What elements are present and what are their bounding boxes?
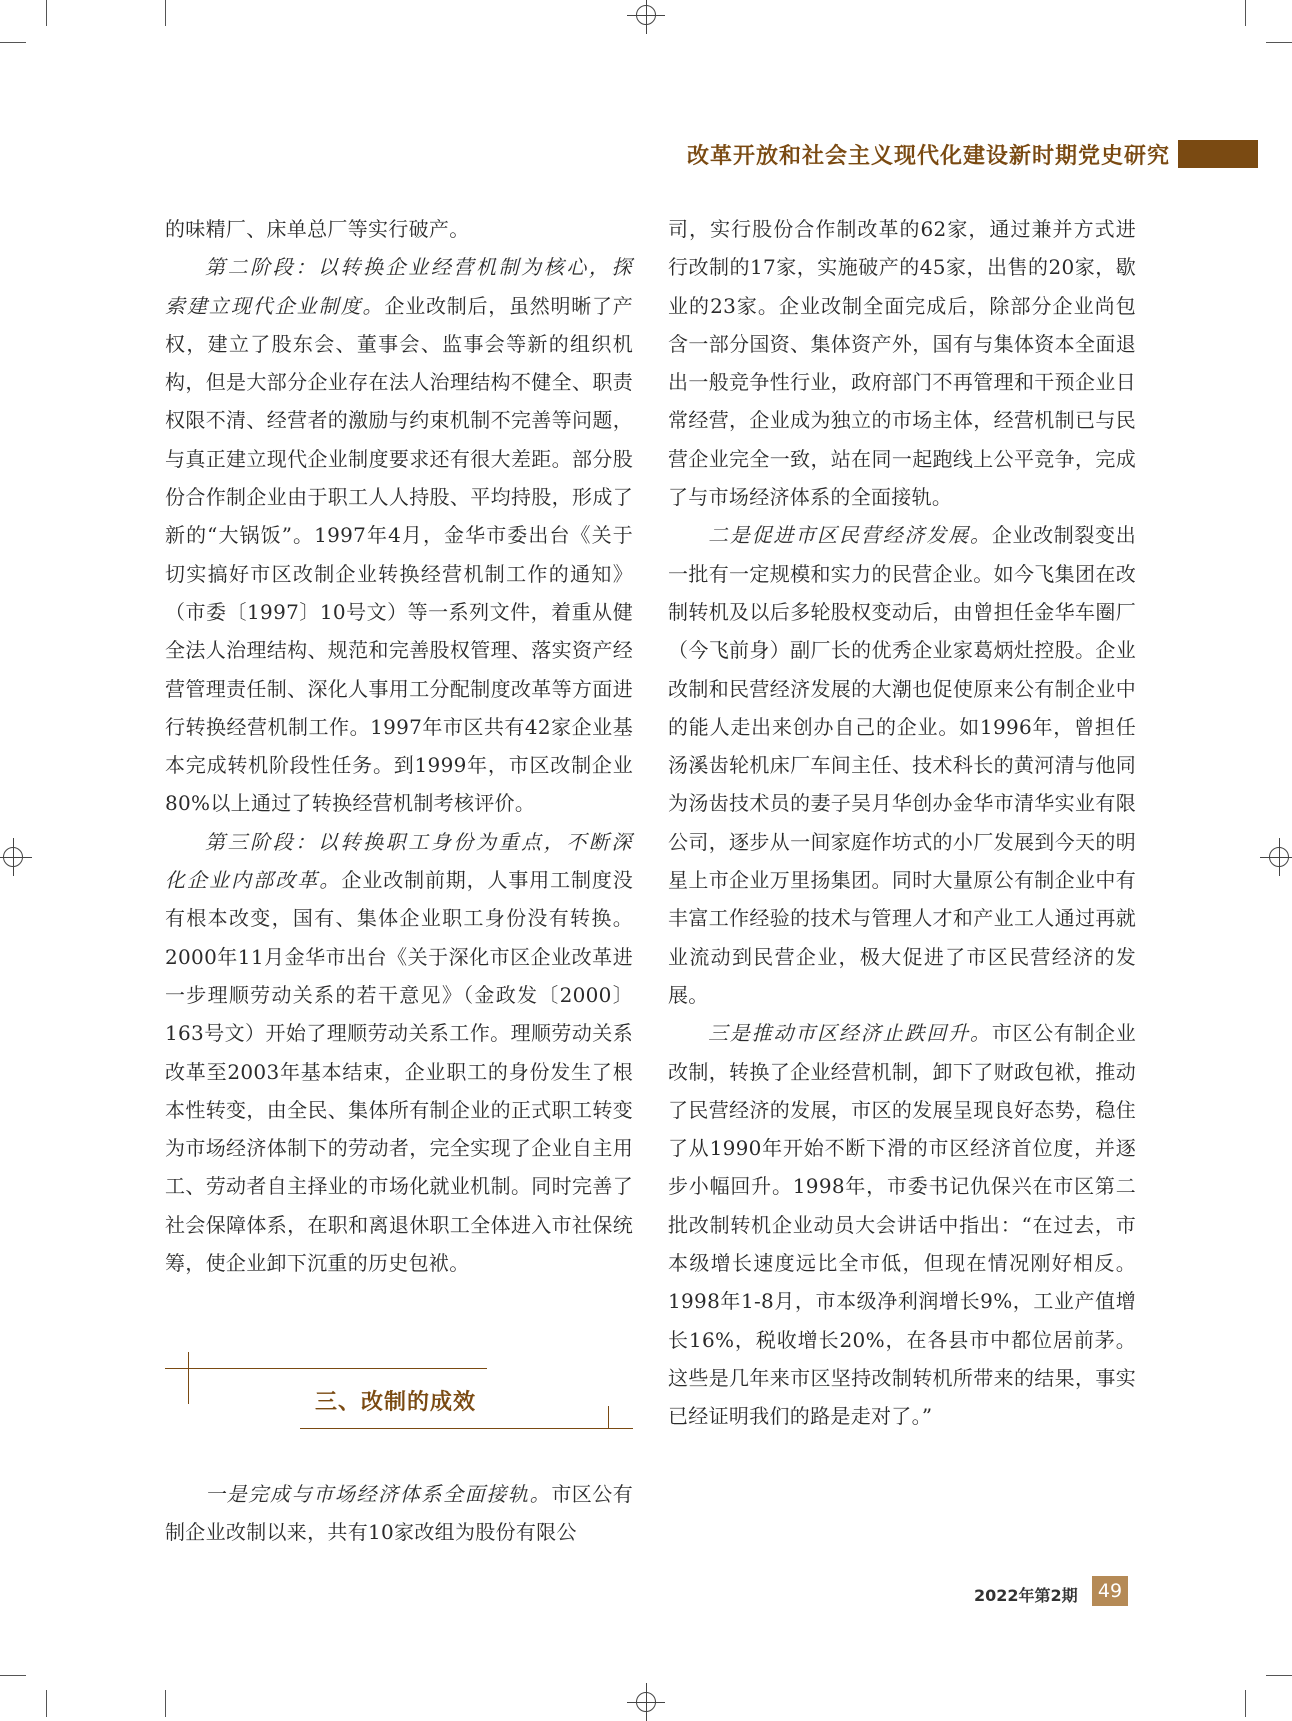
- registration-mark-icon: [1260, 838, 1292, 876]
- section-rule: [165, 1368, 487, 1369]
- crop-mark: [165, 0, 166, 26]
- issue-label: 2022年第2期: [974, 1586, 1078, 1605]
- paragraph: [165, 210, 633, 248]
- crop-mark: [0, 1675, 26, 1676]
- paragraph: [165, 823, 633, 1283]
- running-header-title: 改革开放和社会主义现代化建设新时期党史研究: [686, 144, 1170, 169]
- section-rule: [300, 1428, 633, 1429]
- paragraph-lead: 二是促进市区民营经济发展。: [708, 523, 992, 548]
- header-color-block: [1178, 140, 1258, 168]
- paragraph-text: 企业改制后，虽然明晰了产权，建立了股东会、董事会、监事会等新的组织机构，但是大部分企业存在法人治理结构不健全、职责权限不清、经营者的激励与约束机制不完善等问题，与真正建立现代企业制度要求还有很大差距。部分股份合作制企业由于职工人人持股、平均持股，形成了新的“大锅饭”。1997年4月，金华市委出台《关于切实搞好市区改制企业转换经营机制工作的通知》（市委〔1997〕10号文）等一系列文件，着重从健全法人治理结构、规范和完善股权管理、落实资产经营管理责任制、深化人事用工分配制度改革等方面进行转换经营机制工作。1997年市区共有42家企业基本完成转机阶段性任务。到1999年，市区改制企业80%以上通过了转换经营机制考核评价。: [165, 293, 634, 816]
- paragraph: [668, 516, 1136, 1014]
- crop-mark: [165, 1690, 166, 1717]
- paragraph-text: 市区公有制企业改制以来，共有10家改组为股份有限公: [165, 1482, 634, 1545]
- paragraph-text: 企业改制裂变出一批有一定规模和实力的民营企业。如今飞集团在改制转机及以后多轮股权变动后，由曾担任金华车圈厂（今飞前身）副厂长的优秀企业家葛炳灶控股。企业改制和民营经济发展的大潮也促使原来公有制企业中的能人走出来创办自己的企业。如1996年，曾担任汤溪齿轮机床厂车间主任、技术科长的黄河清与他同为汤齿技术员的妻子吴月华创办金华市清华实业有限公司，逐步从一间家庭作坊式的小厂发展到今天的明星上市企业万里扬集团。同时大量原公有制企业中有丰富工作经验的技术与管理人才和产业工人通过再就业流动到民营企业，极大促进了市区民营经济的发展。: [668, 523, 1136, 1007]
- paragraph-lead: 三是推动市区经济止跌回升。: [708, 1021, 992, 1046]
- paragraph: [165, 248, 633, 822]
- registration-mark-icon: [627, 0, 665, 34]
- paragraph-text: 企业改制前期，人事用工制度没有根本改变，国有、集体企业职工身份没有转换。2000年11月金华市出台《关于深化市区企业改革进一步理顺劳动关系的若干意见》（金政发〔2000〕163号文）开始了理顺劳动关系工作。理顺劳动关系改革至2003年基本结束，企业职工的身份发生了根本性转变，由全民、集体所有制企业的正式职工转变为市场经济体制下的劳动者，完全实现了企业自主用工、劳动者自主择业的市场化就业机制。同时完善了社会保障体系，在职和离退休职工全体进入市社保统筹，使企业卸下沉重的历史包袱。: [165, 868, 634, 1276]
- paragraph: [668, 210, 1136, 516]
- paragraph-lead: 一是完成与市场经济体系全面接轨。: [205, 1482, 552, 1506]
- crop-mark: [1245, 0, 1246, 26]
- section-title: 三、改制的成效: [315, 1390, 477, 1415]
- paragraph-lead: 第三阶段：以转换职工身份为重点，不断深化企业内部改革。: [165, 829, 633, 893]
- crop-mark: [46, 1690, 47, 1717]
- crop-mark: [0, 42, 26, 43]
- registration-mark-icon: [0, 838, 32, 876]
- crop-mark: [1245, 1690, 1246, 1717]
- paragraph-text: 的味精厂、床单总厂等实行破产。: [165, 217, 470, 241]
- paragraph-lead: 第二阶段：以转换企业经营机制为核心，探索建立现代企业制度。: [165, 255, 633, 318]
- paragraph-text: 市区公有制企业改制，转换了企业经营机制，卸下了财政包袱，推动了民营经济的发展，市区的发展呈现良好态势，稳住了从1990年开始不断下滑的市区经济首位度，并逐步小幅回升。1998年，市委书记仇保兴在市区第二批改制转机企业动员大会讲话中指出：“在过去，市本级增长速度远比全市低，但现在情况刚好相反。1998年1-8月，市本级净利润增长9%，工业产值增长16%，税收增长20%，在各县市中都位居前茅。这些是几年来市区坚持改制转机所带来的结果，事实已经证明我们的路是走对了。”: [668, 1021, 1136, 1429]
- left-column: [165, 210, 633, 1282]
- paragraph-text: 司，实行股份合作制改革的62家，通过兼并方式进行改制的17家，实施破产的45家，出售的20家，歇业的23家。企业改制全面完成后，除部分企业尚包含一部分国资、集体资产外，国有与集体资本全面退出一般竞争性行业，政府部门不再管理和干预企业日常经营，企业成为独立的市场主体，经营机制已与民营企业完全一致，站在同一起跑线上公平竞争，完成了与市场经济体系的全面接轨。: [668, 217, 1136, 510]
- right-column: [668, 210, 1136, 1436]
- left-column-bottom: [165, 1475, 633, 1552]
- crop-mark: [1266, 1675, 1292, 1676]
- paragraph: [165, 1475, 633, 1552]
- crop-mark: [1266, 42, 1292, 43]
- section-rule: [188, 1352, 189, 1404]
- crop-mark: [46, 0, 47, 26]
- page-number: 49: [1092, 1576, 1128, 1606]
- paragraph: [668, 1014, 1136, 1435]
- registration-mark-icon: [627, 1683, 665, 1721]
- section-rule: [608, 1406, 609, 1428]
